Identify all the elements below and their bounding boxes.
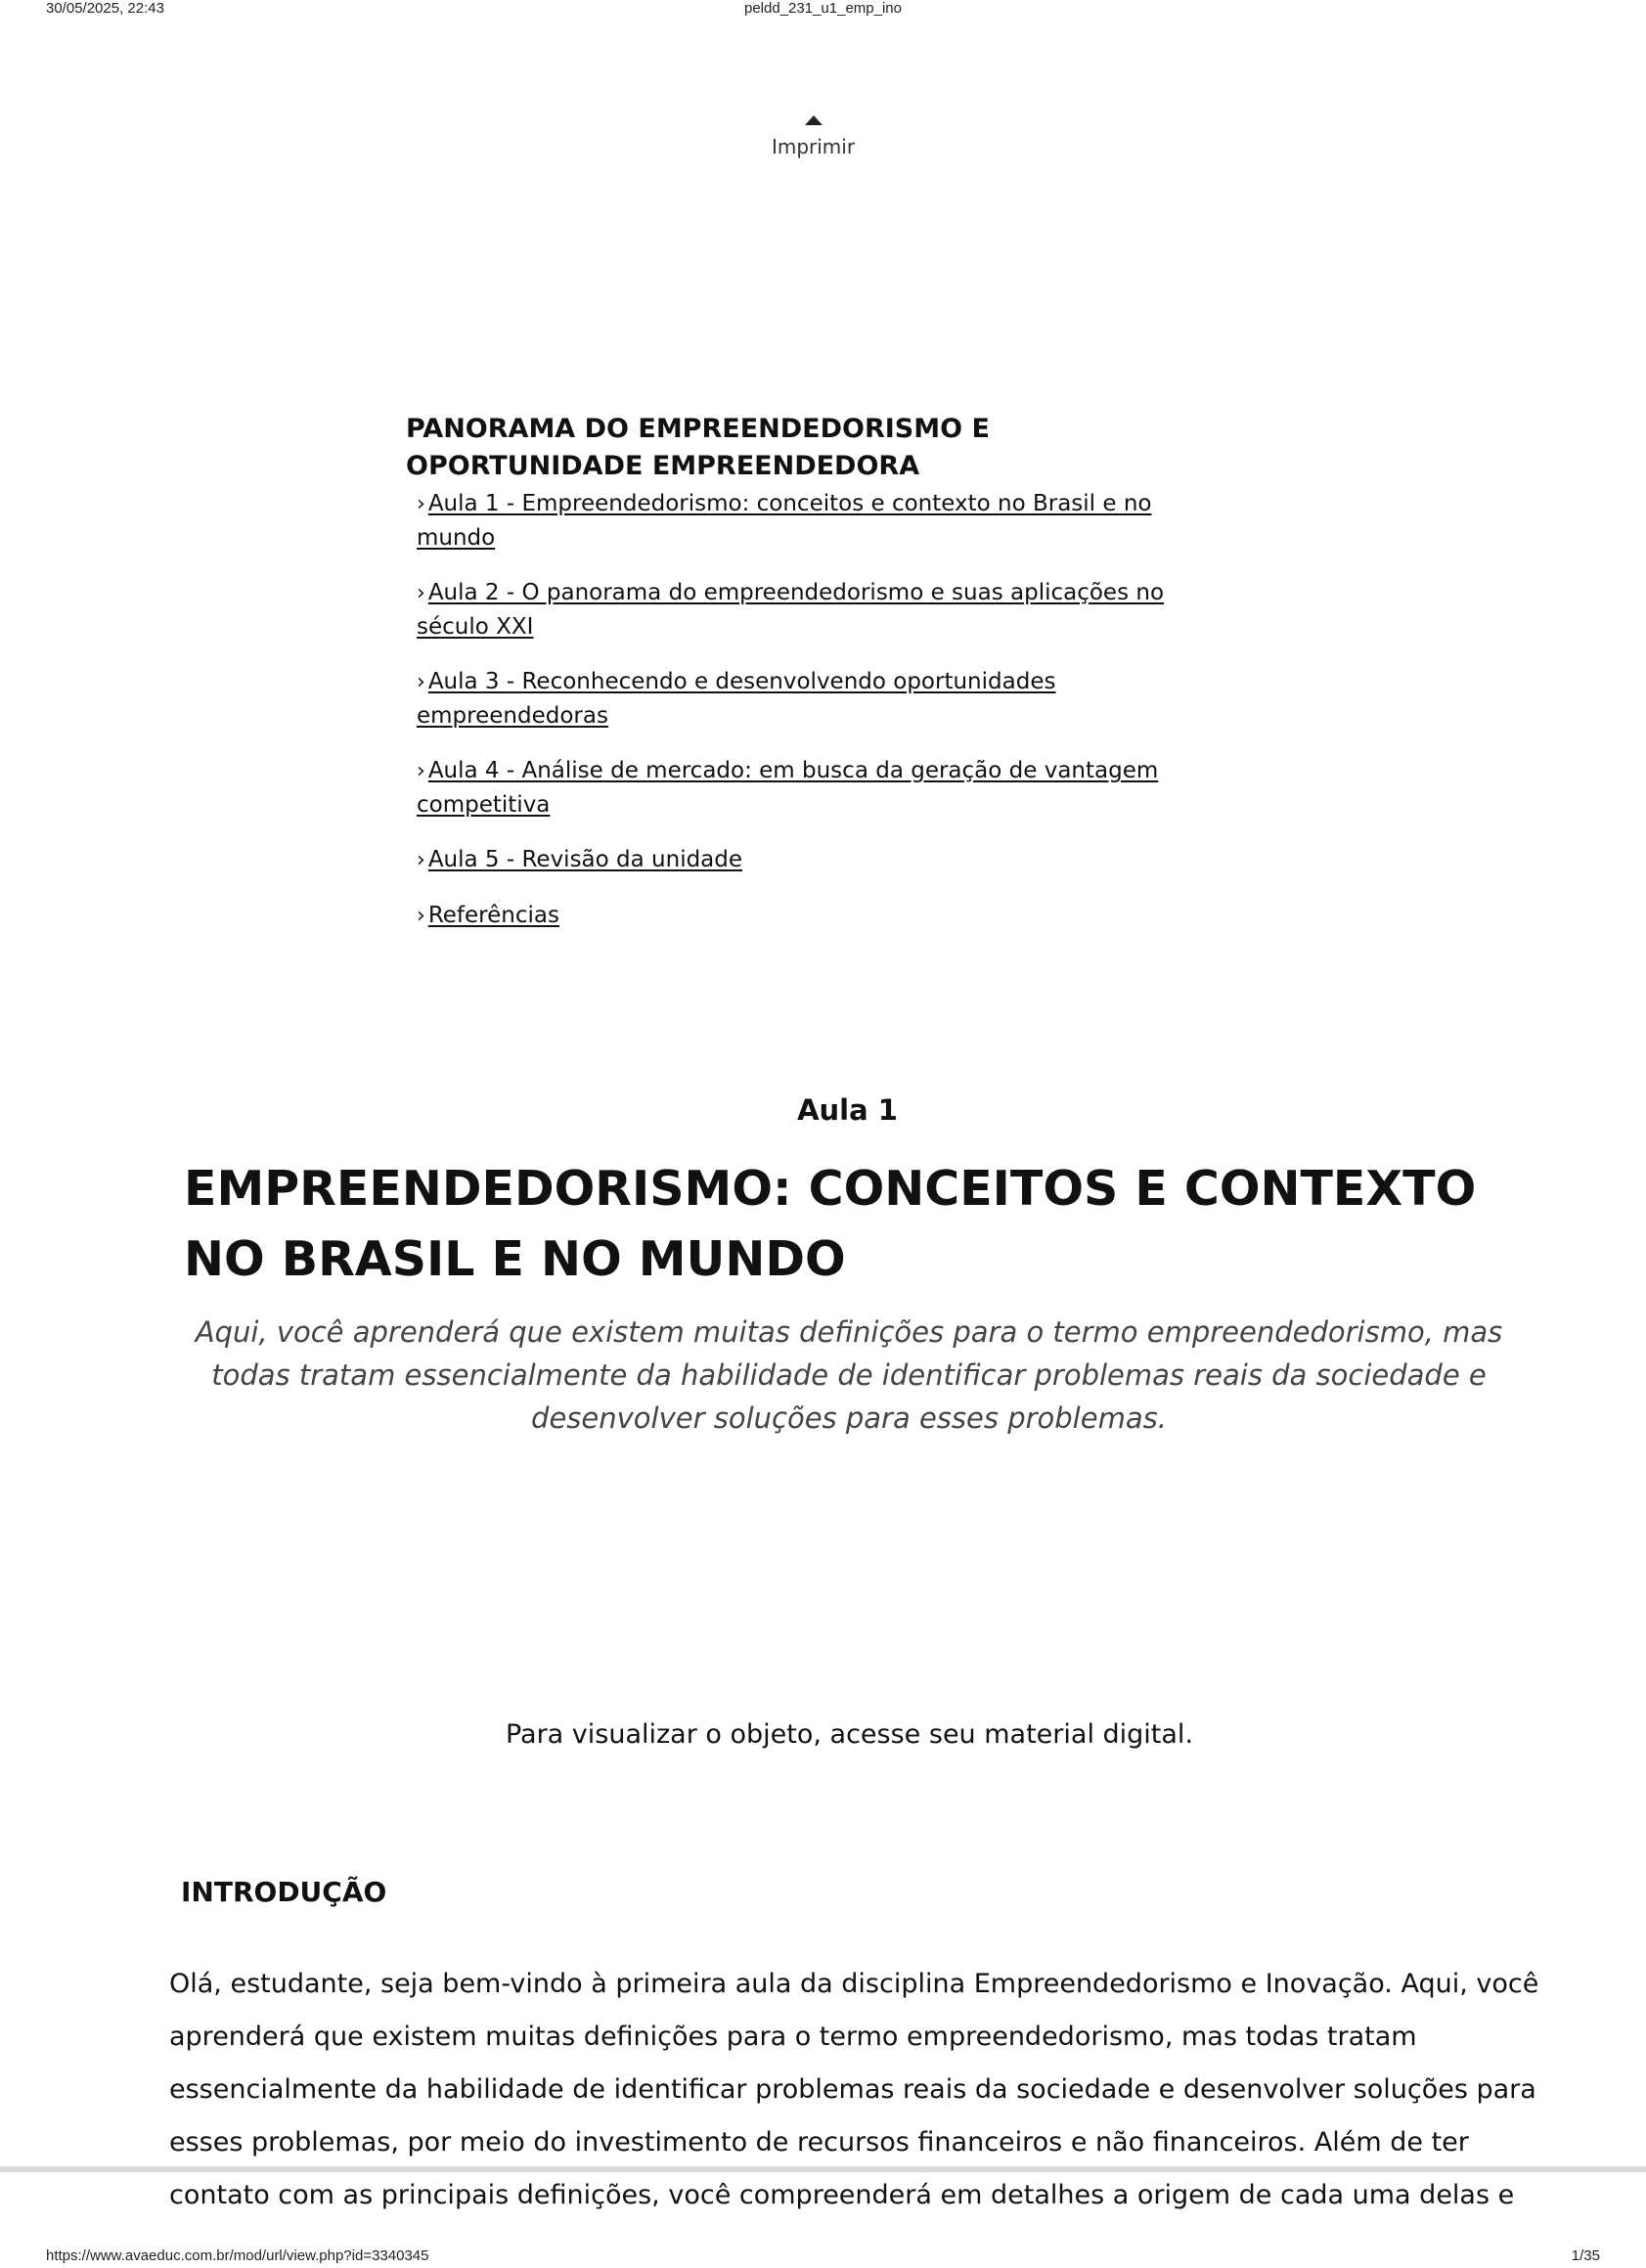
table-of-contents xyxy=(406,411,1208,955)
lesson-label: Aula 1 xyxy=(797,1093,898,1127)
print-footer xyxy=(0,2243,1646,2268)
toc-item-aula-4 xyxy=(417,754,1179,822)
toc-item-aula-3 xyxy=(417,665,1179,733)
chevron-right-icon: › xyxy=(417,581,425,605)
toc-link-referencias[interactable]: Referências xyxy=(427,903,559,928)
intro-heading: INTRODUÇÃO xyxy=(181,1876,387,1908)
toc-item-aula-2 xyxy=(417,576,1179,644)
print-url: https://www.avaeduc.com.br/mod/url/view.php?id=3340345 xyxy=(46,2247,429,2264)
toc-link-aula-3[interactable]: Aula 3 - Reconhecendo e desenvolvendo oportunidades empreendedoras xyxy=(417,669,1056,729)
lesson-title: EMPREENDEDORISMO: CONCEITOS E CONTEXTO NO BRASIL E NO MUNDO xyxy=(184,1161,1477,1287)
chevron-right-icon: › xyxy=(417,492,425,516)
chevron-right-icon: › xyxy=(417,759,425,783)
toc-link-aula-1[interactable]: Aula 1 - Empreendedorismo: conceitos e contexto no Brasil e no mundo xyxy=(417,491,1152,551)
digital-material-note: Para visualizar o objeto, acesse seu material digital. xyxy=(505,1719,1194,1750)
toc-list xyxy=(406,487,1208,933)
chevron-right-icon: › xyxy=(417,904,425,928)
toc-item-aula-1 xyxy=(417,487,1179,555)
toc-link-aula-5[interactable]: Aula 5 - Revisão da unidade xyxy=(427,847,743,872)
toc-link-aula-4[interactable]: Aula 4 - Análise de mercado: em busca da geração de vantagem competitiva xyxy=(417,758,1159,818)
toc-title: PANORAMA DO EMPREENDEDORISMO E OPORTUNIDADE EMPREENDEDORA xyxy=(406,414,990,481)
intro-paragraph: Olá, estudante, seja bem-vindo à primeira aula da disciplina Empreendedorismo e Inovação. Aqui, você aprenderá que existem muitas definições para o termo empreendedorismo, mas todas tratam essencialmente da habilidade de identificar problemas reais da sociedade e desenvolver soluções para esses problemas, por meio do investimento de recursos financeiros e não financeiros. Além de ter contato com as principais definições, você compreenderá em detalhes a origem de cada uma delas e xyxy=(169,1969,1539,2210)
print-header xyxy=(0,0,1646,23)
lesson-subtitle: Aqui, você aprenderá que existem muitas definições para o termo empreendedorismo, mas todas tratam essencialmente da habilidade de identificar problemas reais da sociedade e desenvolver soluções para esses problemas. xyxy=(195,1315,1503,1435)
print-button[interactable] xyxy=(0,115,1626,158)
toc-item-aula-5 xyxy=(417,843,1179,877)
toc-link-aula-2[interactable]: Aula 2 - O panorama do empreendedorismo e suas aplicações no século XXI xyxy=(417,580,1165,640)
chevron-right-icon: › xyxy=(417,670,425,694)
page-number: 1/35 xyxy=(1571,2247,1600,2264)
print-date: 30/05/2025, 22:43 xyxy=(46,0,164,17)
page-divider xyxy=(0,2166,1646,2172)
print-document-title: peldd_231_u1_emp_ino xyxy=(744,0,902,17)
toc-item-referencias xyxy=(417,899,1179,933)
chevron-right-icon: › xyxy=(417,848,425,872)
print-button-label: Imprimir xyxy=(771,135,856,158)
caret-up-icon xyxy=(805,115,823,125)
